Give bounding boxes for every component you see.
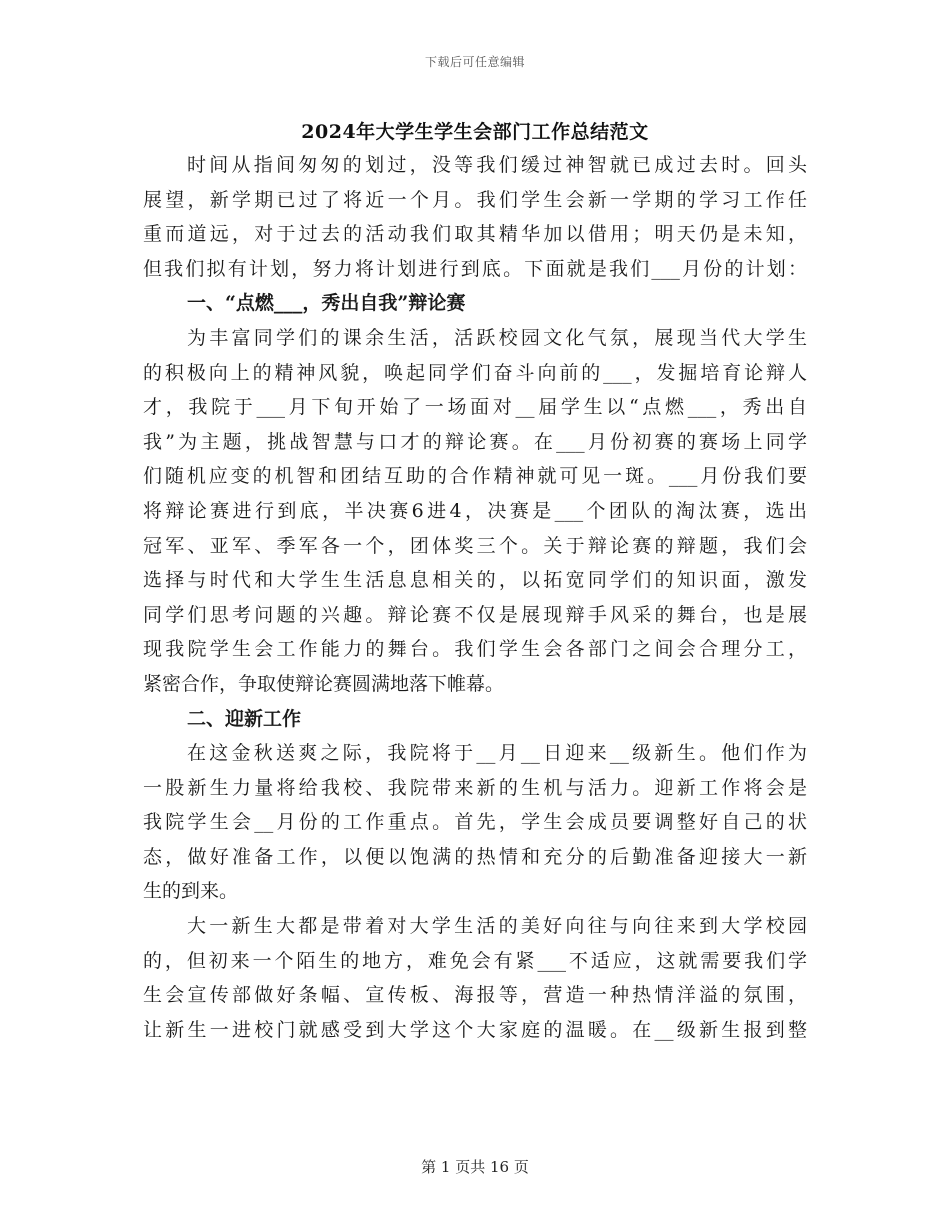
body-text-line: 让新生一进校门就感受到大学这个大家庭的温暖。在__级新生报到整 [143,1018,807,1041]
body-text-line: 现我院学生会工作能力的舞台。我们学生会各部门之间会合理分工， [143,638,807,661]
document-title: 2024年大学生学生会部门工作总结范文 [301,121,649,143]
section-heading: 二、迎新工作 [187,707,302,730]
body-text-line: 生的到来。 [143,880,239,903]
body-text-line: 我院学生会__月份的工作重点。首先，学生会成员要调整好自己的状 [143,811,807,834]
body-text-line: 选择与时代和大学生生活息息相关的，以拓宽同学们的知识面，激发 [143,569,807,592]
body-text-line: 的，但初来一个陌生的地方，难免会有紧___不适应，这就需要我们学 [143,949,807,972]
body-text-line: 为丰富同学们的课余生活，活跃校园文化气氛，展现当代大学生 [187,326,807,349]
section-heading: 一、“点燃___，秀出自我”辩论赛 [187,292,466,315]
body-text-line: 生会宣传部做好条幅、宣传板、海报等，营造一种热情洋溢的氛围， [143,984,807,1007]
body-text-line: 时间从指间匆匆的划过，没等我们缓过神智就已成过去时。回头 [187,154,807,176]
body-text-line: 但我们拟有计划，努力将计划进行到底。下面就是我们___月份的计划： [143,257,807,280]
body-text-line: 的积极向上的精神风貌，唤起同学们奋斗向前的___，发掘培育论辩人 [143,361,807,384]
body-text-line: 在这金秋送爽之际，我院将于__月__日迎来__级新生。他们作为 [187,742,807,765]
body-text-line: 才，我院于___月下旬开始了一场面对__届学生以“点燃___，秀出自 [143,396,807,419]
body-text-line: 们随机应变的机智和团结互助的合作精神就可见一斑。___月份我们要 [143,465,807,488]
document-body [143,148,807,1047]
body-text-line: 紧密合作，争取使辩论赛圆满地落下帷幕。 [143,672,505,695]
body-text-line: 一股新生力量将给我校、我院带来新的生机与活力。迎新工作将会是 [143,776,807,799]
body-text-line: 将辩论赛进行到底，半决赛6进4，决赛是___个团队的淘汰赛，选出 [143,499,807,522]
body-text-line: 态，做好准备工作，以便以饱满的热情和充分的后勤准备迎接大一新 [143,845,807,868]
page-number: 第 1 页共 16 页 [421,1158,529,1176]
header-note: 下载后可任意编辑 [424,55,525,69]
body-text-line: 冠军、亚军、季军各一个，团体奖三个。关于辩论赛的辩题，我们会 [143,534,807,557]
body-text-line: 重而道远，对于过去的活动我们取其精华加以借用；明天仍是未知， [143,223,807,246]
body-text-line: 大一新生大都是带着对大学生活的美好向往与向往来到大学校园 [187,915,807,938]
body-text-line: 展望，新学期已过了将近一个月。我们学生会新一学期的学习工作任 [143,188,807,211]
body-text-line: 我”为主题，挑战智慧与口才的辩论赛。在___月份初赛的赛场上同学 [143,430,807,453]
body-text-line: 同学们思考问题的兴趣。辩论赛不仅是展现辩手风采的舞台，也是展 [143,603,807,626]
